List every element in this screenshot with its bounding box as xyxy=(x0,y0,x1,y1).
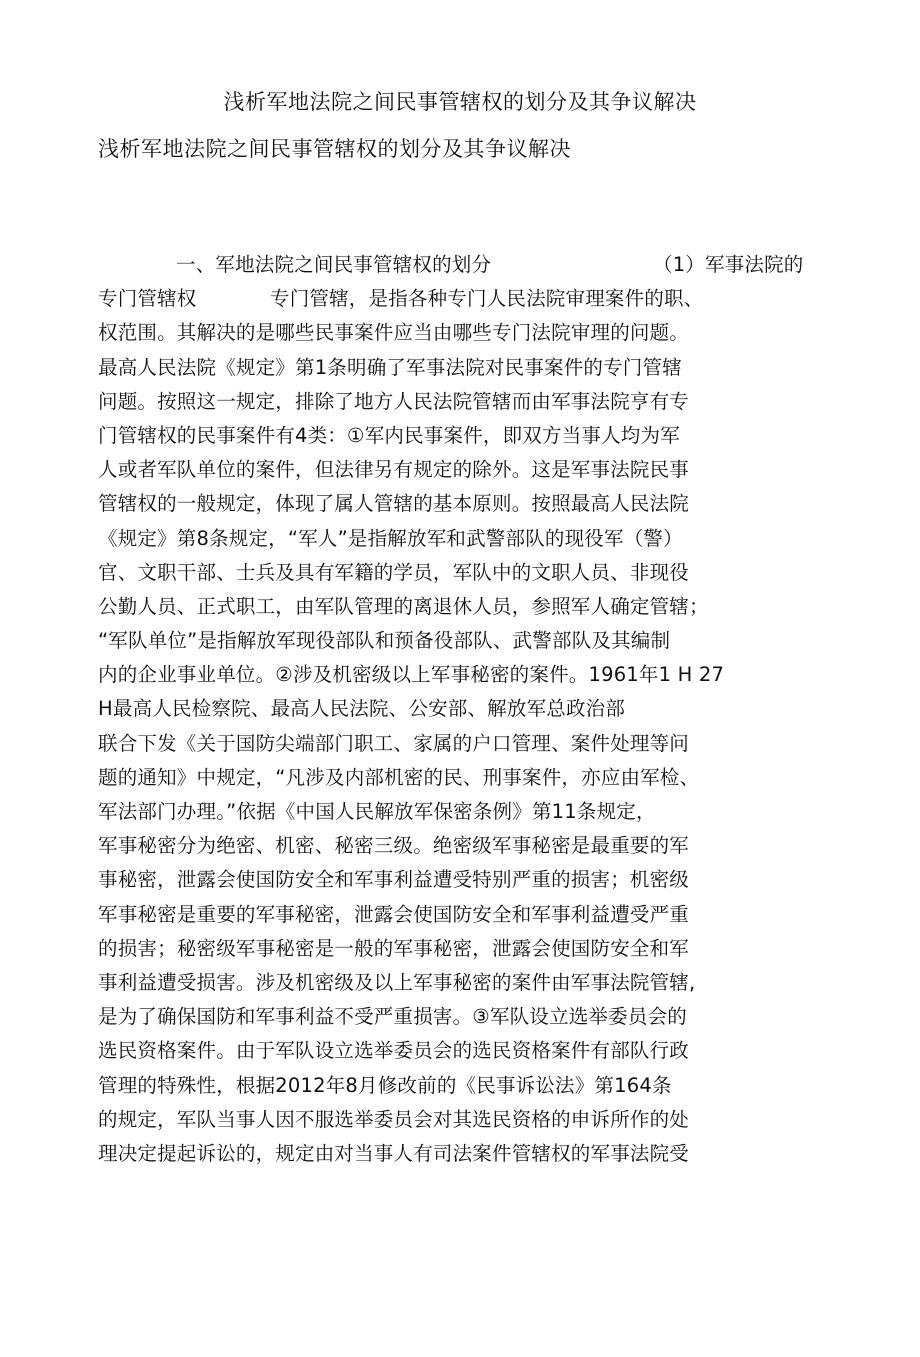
paragraph-line: 管辖权的一般规定，体现了属人管辖的基本原则。按照最高人民法院 xyxy=(98,492,690,516)
paragraph-line: 是为了确保国防和军事利益不受严重损害。③军队设立选举委员会的 xyxy=(98,1005,687,1029)
paragraph-line: 事秘密，泄露会使国防安全和军事利益遭受特别严重的损害；机密级 xyxy=(98,868,690,892)
paragraph-line: 官、文职干部、士兵及具有军籍的学员，军队中的文职人员、非现役 xyxy=(98,560,690,584)
subsection-heading-line xyxy=(98,282,838,316)
paragraph-line: 事利益遭受损害。涉及机密级及以上军事秘密的案件由军事法院管辖, xyxy=(98,970,696,994)
paragraph-lines xyxy=(98,316,838,1171)
paragraph-line: 题的通知》中规定，“凡涉及内部机密的民、刑事案件，亦应由军检、 xyxy=(98,765,700,789)
paragraph-line: 管理的特殊性，根据2012年8月修改前的《民事诉讼法》第164条 xyxy=(98,1073,672,1097)
document-title-left: 浅析军地法院之间民事管辖权的划分及其争议解决 xyxy=(98,137,571,161)
document-title-centered: 浅析军地法院之间民事管辖权的划分及其争议解决 xyxy=(223,90,697,114)
paragraph-line: 的损害；秘密级军事秘密是一般的军事秘密，泄露会使国防安全和军 xyxy=(98,936,690,960)
paragraph-line: 《规定》第8条规定，“军人”是指解放军和武警部队的现役军（警） xyxy=(98,526,683,550)
section-heading-line xyxy=(98,248,838,282)
paragraph-line: 公勤人员、正式职工，由军队管理的离退休人员，参照军人确定管辖； xyxy=(98,594,709,618)
paragraph-line: “军队单位”是指解放军现役部队和预备役部队、武警部队及其编制 xyxy=(98,629,671,653)
paragraph-line: 理决定提起诉讼的，规定由对当事人有司法案件管辖权的军事法院受 xyxy=(98,1141,690,1165)
paragraph-line: 军法部门办理。”依据《中国人民解放军保密条例》第11条规定， xyxy=(98,800,656,823)
paragraph-line: 问题。按照这一规定，排除了地方人民法院管辖而由军事法院亨有专 xyxy=(98,389,690,413)
paragraph-line: 门管辖权的民事案件有4类：①军内民事案件，即双方当事人均为军 xyxy=(98,423,680,447)
paragraph-line: 联合下发《关于国防尖端部门职工、家属的户口管理、案件处理等问 xyxy=(98,731,690,755)
paragraph-line: 军事秘密是重要的军事秘密，泄露会使国防安全和军事利益遭受严重 xyxy=(98,902,690,926)
section-heading: 一、军地法院之间民事管辖权的划分 xyxy=(176,253,492,276)
paragraph-line: 人或者军队单位的案件，但法律另有规定的除外。这是军事法院民事 xyxy=(98,458,690,482)
paragraph-line: 最高人民法院《规定》第1条明确了军事法院对民事案件的专门管辖 xyxy=(98,355,682,379)
paragraph-line: 的规定，军队当事人因不服选举委员会对其选民资格的申诉所作的处 xyxy=(98,1107,690,1131)
paragraph-line: 选民资格案件。由于军队设立选举委员会的选民资格案件有部队行政 xyxy=(98,1039,690,1063)
subsection-heading: （1）军事法院的 xyxy=(653,253,804,276)
subsection-heading-continued: 专门管辖权 xyxy=(98,287,197,311)
paragraph-line: H最高人民检察院、最高人民法院、公安部、解放军总政治部 xyxy=(98,697,626,721)
document-body xyxy=(98,248,838,1171)
paragraph-start: 专门管辖，是指各种专门人民法院审理案件的职、 xyxy=(270,287,704,311)
paragraph-line: 内的企业事业单位。②涉及机密级以上军事秘密的案件。1961年1 H 27 xyxy=(98,663,725,687)
paragraph-line: 军事秘密分为绝密、机密、秘密三级。绝密级军事秘密是最重要的军 xyxy=(98,834,690,858)
paragraph-line: 权范围。其解决的是哪些民事案件应当由哪些专门法院审理的问题。 xyxy=(98,321,690,345)
